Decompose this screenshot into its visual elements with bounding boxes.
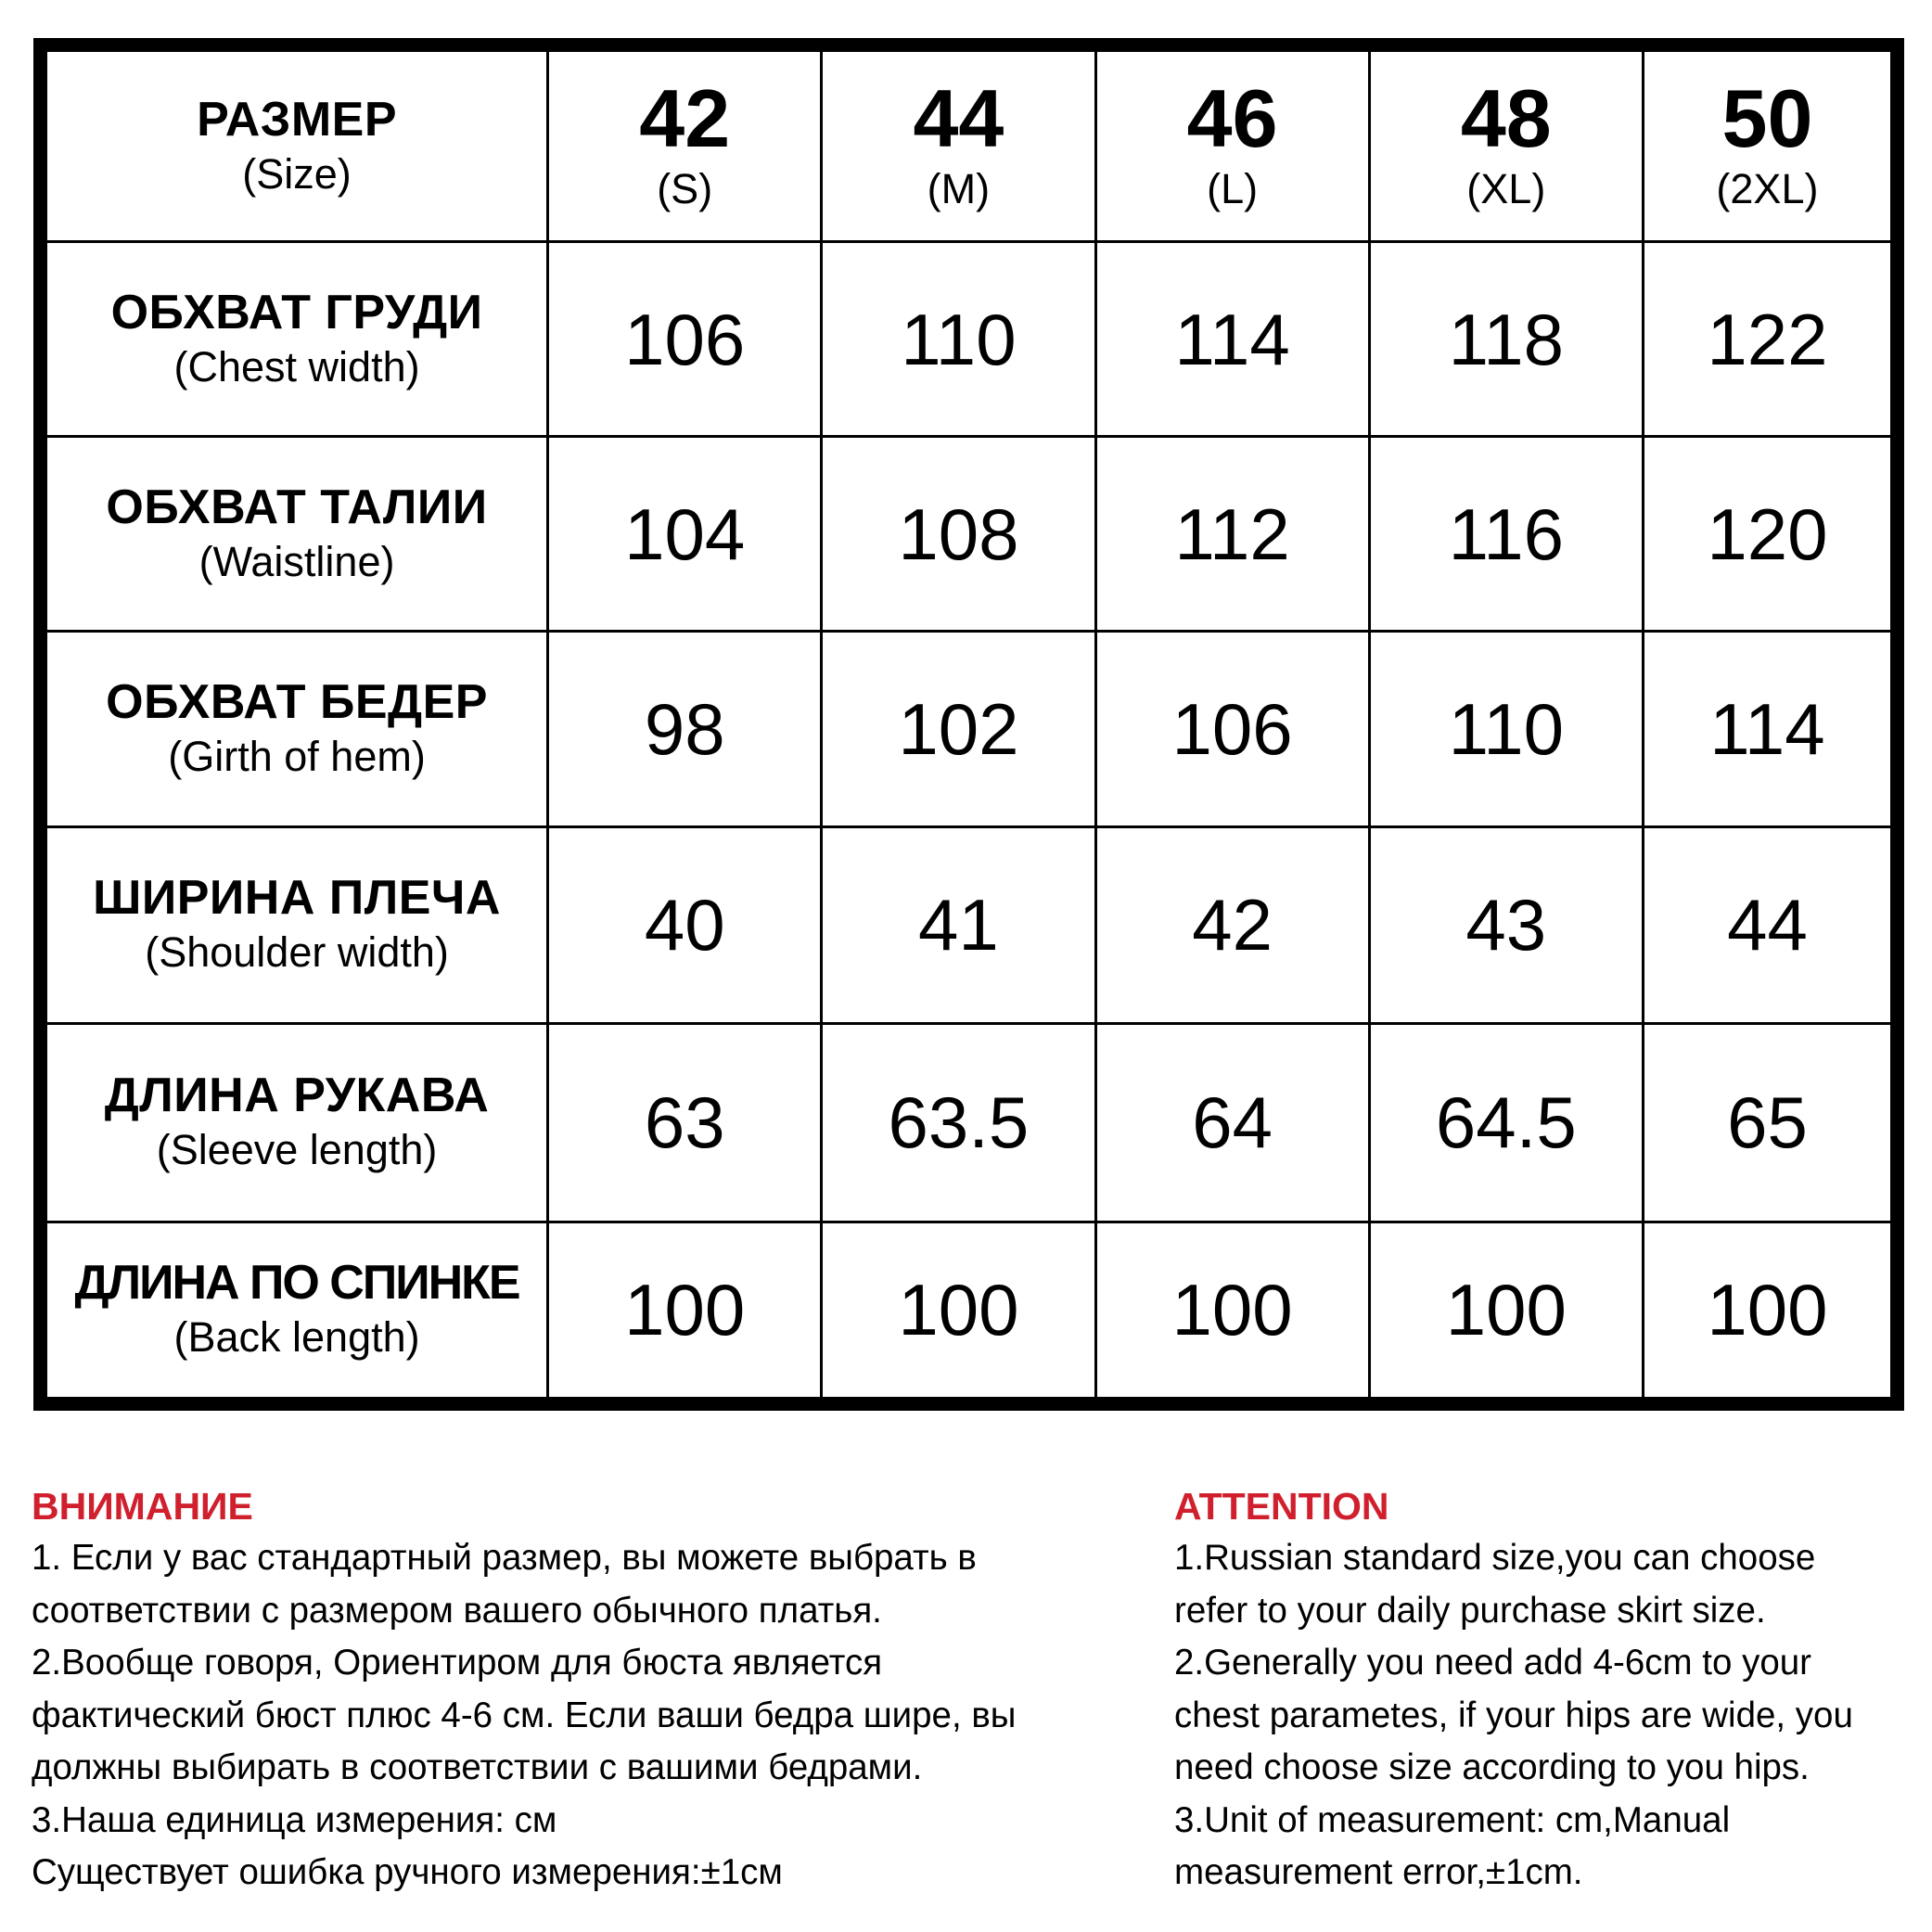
header-label: РАЗМЕР: [197, 92, 398, 147]
attention-notes-en: [1174, 1480, 1916, 1900]
row-label-cell: [41, 632, 548, 826]
value-cell: 63: [548, 1023, 822, 1222]
table-row-chest: [41, 242, 1898, 437]
size-code: (L): [1207, 164, 1259, 212]
size-number: 46: [1186, 71, 1278, 164]
value-cell: 114: [1095, 242, 1369, 437]
value-cell: 114: [1643, 632, 1897, 826]
value-cell: 40: [548, 826, 822, 1023]
size-number: 50: [1721, 71, 1813, 164]
note-line: 3.Unit of measurement: cm,Manual: [1174, 1799, 1731, 1840]
value-cell: 120: [1643, 437, 1897, 632]
note-line: 2.Generally you need add 4-6cm to your: [1174, 1643, 1811, 1683]
value-cell: 64: [1095, 1023, 1369, 1222]
size-code: (XL): [1466, 164, 1546, 212]
header-label-en: (Size): [242, 149, 352, 198]
value-cell: 44: [1643, 826, 1897, 1023]
row-label: ОБХВАТ ГРУДИ: [110, 285, 483, 339]
table-row-sleeve: [41, 1023, 1898, 1222]
note-line: 2.Вообще говоря, Ориентиром для бюста является: [32, 1643, 883, 1683]
value-cell: 41: [822, 826, 1095, 1023]
note-line: 1.Russian standard size,you can choose: [1174, 1538, 1816, 1578]
row-label: ОБХВАТ БЕДЕР: [106, 675, 488, 730]
row-label: ДЛИНА ПО СПИНКЕ: [74, 1256, 519, 1311]
row-label-en: (Girth of hem): [168, 733, 426, 781]
table-row-waist: [41, 437, 1898, 632]
size-number: 48: [1460, 71, 1552, 164]
size-code: (2XL): [1716, 164, 1819, 212]
row-label-cell: [41, 1023, 548, 1222]
note-line: 1. Если у вас стандартный размер, вы можете выбрать в: [32, 1538, 977, 1578]
note-line: фактический бюст плюс 4-6 см. Если ваши бедра шире, вы: [32, 1695, 1017, 1735]
value-cell: 98: [548, 632, 822, 826]
value-cell: 63.5: [822, 1023, 1095, 1222]
value-cell: 100: [1095, 1222, 1369, 1403]
row-label-en: (Chest width): [173, 342, 420, 390]
value-cell: 110: [1369, 632, 1643, 826]
size-code: (S): [657, 164, 713, 212]
value-cell: 102: [822, 632, 1095, 826]
value-cell: 106: [1095, 632, 1369, 826]
table-row-hips: [41, 632, 1898, 826]
table-row-shoulder: [41, 826, 1898, 1023]
value-cell: 64.5: [1369, 1023, 1643, 1222]
row-label-cell: [41, 826, 548, 1023]
value-cell: 100: [1643, 1222, 1897, 1403]
value-cell: 100: [1369, 1222, 1643, 1403]
value-cell: 118: [1369, 242, 1643, 437]
value-cell: 110: [822, 242, 1095, 437]
size-header-cell: [548, 45, 822, 242]
row-label-en: (Waistline): [198, 537, 395, 585]
row-label-en: (Sleeve length): [156, 1126, 438, 1174]
value-cell: 122: [1643, 242, 1897, 437]
row-label: ОБХВАТ ТАЛИИ: [106, 480, 488, 534]
note-line: refer to your daily purchase skirt size.: [1174, 1590, 1766, 1631]
note-line: Существует ошибка ручного измерения:±1см: [32, 1852, 783, 1892]
note-line: должны выбирать в соответствии с вашими бедрами.: [32, 1747, 923, 1787]
attention-notes-ru: [32, 1480, 1135, 1900]
value-cell: 43: [1369, 826, 1643, 1023]
value-cell: 108: [822, 437, 1095, 632]
size-header-cell: [1643, 45, 1897, 242]
table-row-back-length: [41, 1222, 1898, 1403]
row-label-cell: [41, 1222, 548, 1403]
size-number: 44: [913, 71, 1004, 164]
note-line: need choose size according to you hips.: [1174, 1747, 1810, 1787]
size-header-cell: [1369, 45, 1643, 242]
attention-title-ru: ВНИМАНИЕ: [32, 1485, 253, 1528]
note-line: chest parametes, if your hips are wide, you: [1174, 1695, 1853, 1735]
note-line: measurement error,±1cm.: [1174, 1852, 1583, 1892]
value-cell: 100: [822, 1222, 1095, 1403]
header-label-cell: [41, 45, 548, 242]
size-header-cell: [822, 45, 1095, 242]
attention-title-en: ATTENTION: [1174, 1485, 1389, 1528]
table-header-row: [41, 45, 1898, 242]
size-header-cell: [1095, 45, 1369, 242]
value-cell: 106: [548, 242, 822, 437]
value-cell: 65: [1643, 1023, 1897, 1222]
row-label: ШИРИНА ПЛЕЧА: [93, 871, 501, 926]
value-cell: 42: [1095, 826, 1369, 1023]
value-cell: 112: [1095, 437, 1369, 632]
row-label-en: (Back length): [173, 1313, 420, 1362]
size-chart-table: [33, 38, 1904, 1411]
row-label: ДЛИНА РУКАВА: [104, 1068, 490, 1123]
value-cell: 100: [548, 1222, 822, 1403]
size-code: (M): [927, 164, 991, 212]
note-line: соответствии с размером вашего обычного платья.: [32, 1590, 882, 1631]
size-number: 42: [639, 71, 731, 164]
row-label-cell: [41, 242, 548, 437]
row-label-cell: [41, 437, 548, 632]
note-line: 3.Наша единица измерения: см: [32, 1799, 557, 1840]
value-cell: 104: [548, 437, 822, 632]
value-cell: 116: [1369, 437, 1643, 632]
row-label-en: (Shoulder width): [145, 928, 449, 977]
